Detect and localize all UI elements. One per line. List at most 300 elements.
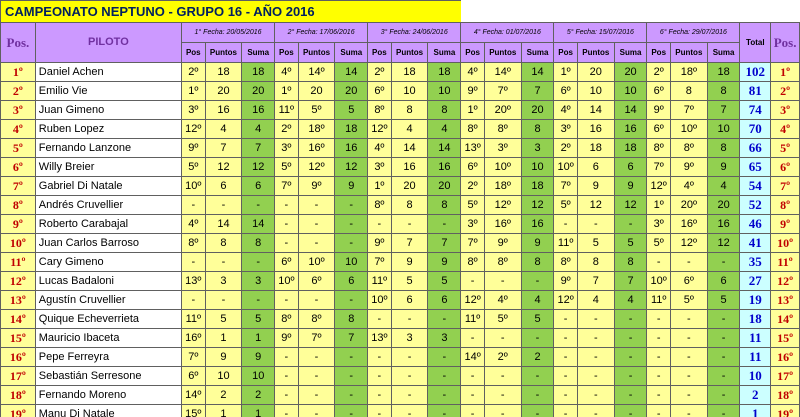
fecha-1-suma-cell[interactable]: 1 bbox=[242, 405, 275, 417]
fecha-5-suma-cell[interactable]: - bbox=[614, 405, 647, 417]
fecha-4-pos-cell[interactable]: 8º bbox=[461, 253, 485, 272]
fecha-4-pos-cell[interactable]: 12º bbox=[461, 291, 485, 310]
fecha-2-suma-cell[interactable]: 16 bbox=[335, 139, 368, 158]
fecha-2-pos-cell[interactable]: 8º bbox=[275, 310, 299, 329]
fecha-3-pos-cell[interactable]: 9º bbox=[368, 234, 392, 253]
total-cell[interactable]: 35 bbox=[740, 253, 771, 272]
fecha-5-puntos-cell[interactable]: 9 bbox=[577, 177, 614, 196]
fecha-3-suma-cell[interactable]: - bbox=[428, 310, 461, 329]
position-cell[interactable]: 11º bbox=[1, 253, 36, 272]
position-right-cell[interactable]: 9º bbox=[771, 215, 800, 234]
fecha-5-suma-cell[interactable]: 8 bbox=[614, 253, 647, 272]
fecha-6-pos-cell[interactable]: 10º bbox=[647, 272, 671, 291]
fecha-6-puntos-cell[interactable]: - bbox=[670, 329, 707, 348]
fecha-4-suma-cell[interactable]: - bbox=[521, 367, 554, 386]
fecha-2-pos-cell[interactable]: 4º bbox=[275, 63, 299, 82]
fecha-5-puntos-cell[interactable]: 10 bbox=[577, 82, 614, 101]
total-cell[interactable]: 65 bbox=[740, 158, 771, 177]
total-cell[interactable]: 10 bbox=[740, 367, 771, 386]
position-cell[interactable]: 12º bbox=[1, 272, 36, 291]
fecha-2-puntos-cell[interactable]: - bbox=[298, 196, 335, 215]
fecha-3-suma-cell[interactable]: 3 bbox=[428, 329, 461, 348]
fecha-3-pos-cell[interactable]: 6º bbox=[368, 82, 392, 101]
pilot-name-cell[interactable]: Agustín Cruvellier bbox=[35, 291, 181, 310]
fecha-2-pos-cell[interactable]: 1º bbox=[275, 82, 299, 101]
fecha-1-puntos-cell[interactable]: 7 bbox=[205, 139, 242, 158]
fecha-1-puntos-cell[interactable]: 9 bbox=[205, 348, 242, 367]
fecha-5-puntos-cell[interactable]: 5 bbox=[577, 234, 614, 253]
pilot-name-cell[interactable]: Willy Breier bbox=[35, 158, 181, 177]
fecha-2-pos-cell[interactable]: 5º bbox=[275, 158, 299, 177]
fecha-5-pos-cell[interactable]: 6º bbox=[554, 82, 578, 101]
fecha-1-puntos-cell[interactable]: - bbox=[205, 291, 242, 310]
fecha-6-puntos-cell[interactable]: 16º bbox=[670, 215, 707, 234]
fecha-2-pos-cell[interactable]: - bbox=[275, 234, 299, 253]
fecha-3-suma-cell[interactable]: - bbox=[428, 386, 461, 405]
fecha-4-puntos-cell[interactable]: 10º bbox=[484, 158, 521, 177]
fecha-1-pos-cell[interactable]: 7º bbox=[182, 348, 206, 367]
fecha-5-pos-cell[interactable]: 5º bbox=[554, 196, 578, 215]
fecha-2-suma-cell[interactable]: - bbox=[335, 348, 368, 367]
header-fecha-2[interactable]: 2° Fecha: 17/06/2016 bbox=[275, 23, 368, 43]
fecha-4-pos-cell[interactable]: 14º bbox=[461, 348, 485, 367]
fecha-2-suma-cell[interactable]: 8 bbox=[335, 310, 368, 329]
fecha-6-suma-cell[interactable]: 12 bbox=[707, 234, 740, 253]
pilot-name-cell[interactable]: Roberto Carabajal bbox=[35, 215, 181, 234]
fecha-1-pos-cell[interactable]: 8º bbox=[182, 234, 206, 253]
fecha-1-pos-cell[interactable]: 2º bbox=[182, 63, 206, 82]
fecha-4-pos-cell[interactable]: 9º bbox=[461, 82, 485, 101]
fecha-1-puntos-cell[interactable]: - bbox=[205, 253, 242, 272]
fecha-5-puntos-cell[interactable]: - bbox=[577, 329, 614, 348]
pilot-name-cell[interactable]: Quique Echeverrieta bbox=[35, 310, 181, 329]
fecha-2-pos-cell[interactable]: - bbox=[275, 386, 299, 405]
fecha-4-pos-cell[interactable]: - bbox=[461, 386, 485, 405]
fecha-3-pos-cell[interactable]: 13º bbox=[368, 329, 392, 348]
fecha-4-suma-cell[interactable]: - bbox=[521, 329, 554, 348]
fecha-5-suma-cell[interactable]: 18 bbox=[614, 139, 647, 158]
fecha-6-pos-cell[interactable]: - bbox=[647, 405, 671, 417]
fecha-2-puntos-cell[interactable]: - bbox=[298, 291, 335, 310]
position-right-cell[interactable]: 1º bbox=[771, 63, 800, 82]
fecha-2-suma-cell[interactable]: 12 bbox=[335, 158, 368, 177]
fecha-6-pos-cell[interactable]: 2º bbox=[647, 63, 671, 82]
pilot-name-cell[interactable]: Daniel Achen bbox=[35, 63, 181, 82]
position-cell[interactable]: 18º bbox=[1, 386, 36, 405]
fecha-4-puntos-cell[interactable]: 16º bbox=[484, 215, 521, 234]
fecha-5-pos-cell[interactable]: 1º bbox=[554, 63, 578, 82]
fecha-1-pos-cell[interactable]: 3º bbox=[182, 101, 206, 120]
position-right-cell[interactable]: 18º bbox=[771, 386, 800, 405]
header-pos[interactable]: Pos. bbox=[1, 23, 36, 63]
fecha-6-suma-cell[interactable]: 16 bbox=[707, 215, 740, 234]
fecha-6-suma-cell[interactable]: - bbox=[707, 367, 740, 386]
fecha-4-suma-cell[interactable]: 8 bbox=[521, 253, 554, 272]
fecha-5-suma-cell[interactable]: - bbox=[614, 386, 647, 405]
subheader-pos-2[interactable]: Pos bbox=[275, 43, 299, 63]
fecha-1-suma-cell[interactable]: 18 bbox=[242, 63, 275, 82]
fecha-6-suma-cell[interactable]: - bbox=[707, 253, 740, 272]
fecha-3-puntos-cell[interactable]: 3 bbox=[391, 329, 428, 348]
fecha-3-suma-cell[interactable]: 7 bbox=[428, 234, 461, 253]
fecha-3-pos-cell[interactable]: 8º bbox=[368, 196, 392, 215]
fecha-2-suma-cell[interactable]: - bbox=[335, 367, 368, 386]
total-cell[interactable]: 19 bbox=[740, 291, 771, 310]
fecha-6-suma-cell[interactable]: 8 bbox=[707, 82, 740, 101]
fecha-6-suma-cell[interactable]: 5 bbox=[707, 291, 740, 310]
fecha-5-puntos-cell[interactable]: - bbox=[577, 386, 614, 405]
subheader-puntos-6[interactable]: Puntos bbox=[670, 43, 707, 63]
fecha-3-puntos-cell[interactable]: - bbox=[391, 405, 428, 417]
fecha-3-suma-cell[interactable]: - bbox=[428, 348, 461, 367]
fecha-2-suma-cell[interactable]: 9 bbox=[335, 177, 368, 196]
position-cell[interactable]: 10º bbox=[1, 234, 36, 253]
fecha-3-pos-cell[interactable]: 1º bbox=[368, 177, 392, 196]
fecha-3-pos-cell[interactable]: - bbox=[368, 348, 392, 367]
fecha-6-puntos-cell[interactable]: - bbox=[670, 405, 707, 417]
fecha-5-pos-cell[interactable]: 10º bbox=[554, 158, 578, 177]
fecha-2-puntos-cell[interactable]: - bbox=[298, 348, 335, 367]
fecha-6-puntos-cell[interactable]: 8º bbox=[670, 139, 707, 158]
fecha-2-pos-cell[interactable]: 10º bbox=[275, 272, 299, 291]
fecha-5-pos-cell[interactable]: - bbox=[554, 348, 578, 367]
fecha-1-pos-cell[interactable]: 14º bbox=[182, 386, 206, 405]
position-cell[interactable]: 16º bbox=[1, 348, 36, 367]
subheader-puntos-3[interactable]: Puntos bbox=[391, 43, 428, 63]
total-cell[interactable]: 81 bbox=[740, 82, 771, 101]
fecha-5-puntos-cell[interactable]: - bbox=[577, 405, 614, 417]
position-right-cell[interactable]: 8º bbox=[771, 196, 800, 215]
fecha-3-puntos-cell[interactable]: - bbox=[391, 367, 428, 386]
fecha-2-puntos-cell[interactable]: 6º bbox=[298, 272, 335, 291]
fecha-5-suma-cell[interactable]: 14 bbox=[614, 101, 647, 120]
fecha-3-pos-cell[interactable]: - bbox=[368, 386, 392, 405]
pilot-name-cell[interactable]: Mauricio Ibaceta bbox=[35, 329, 181, 348]
fecha-3-suma-cell[interactable]: 4 bbox=[428, 120, 461, 139]
fecha-4-suma-cell[interactable]: 18 bbox=[521, 177, 554, 196]
fecha-6-puntos-cell[interactable]: 7º bbox=[670, 101, 707, 120]
fecha-4-puntos-cell[interactable]: - bbox=[484, 367, 521, 386]
fecha-1-puntos-cell[interactable]: 2 bbox=[205, 386, 242, 405]
fecha-3-pos-cell[interactable]: 10º bbox=[368, 291, 392, 310]
fecha-5-suma-cell[interactable]: - bbox=[614, 310, 647, 329]
fecha-4-puntos-cell[interactable]: 8º bbox=[484, 120, 521, 139]
pilot-name-cell[interactable]: Cary Gimeno bbox=[35, 253, 181, 272]
position-cell[interactable]: 1º bbox=[1, 63, 36, 82]
position-right-cell[interactable]: 2º bbox=[771, 82, 800, 101]
fecha-6-suma-cell[interactable]: 8 bbox=[707, 139, 740, 158]
fecha-5-pos-cell[interactable]: 9º bbox=[554, 272, 578, 291]
fecha-4-suma-cell[interactable]: 14 bbox=[521, 63, 554, 82]
fecha-5-puntos-cell[interactable]: - bbox=[577, 215, 614, 234]
fecha-2-suma-cell[interactable]: 20 bbox=[335, 82, 368, 101]
fecha-2-pos-cell[interactable]: - bbox=[275, 196, 299, 215]
fecha-2-pos-cell[interactable]: - bbox=[275, 291, 299, 310]
fecha-1-pos-cell[interactable]: 9º bbox=[182, 139, 206, 158]
fecha-1-suma-cell[interactable]: 7 bbox=[242, 139, 275, 158]
fecha-6-puntos-cell[interactable]: - bbox=[670, 386, 707, 405]
fecha-3-suma-cell[interactable]: 10 bbox=[428, 82, 461, 101]
fecha-3-pos-cell[interactable]: 11º bbox=[368, 272, 392, 291]
total-cell[interactable]: 2 bbox=[740, 386, 771, 405]
fecha-5-pos-cell[interactable]: - bbox=[554, 329, 578, 348]
subheader-pos-6[interactable]: Pos bbox=[647, 43, 671, 63]
pilot-name-cell[interactable]: Lucas Badaloni bbox=[35, 272, 181, 291]
fecha-1-puntos-cell[interactable]: 8 bbox=[205, 234, 242, 253]
fecha-3-puntos-cell[interactable]: 14 bbox=[391, 139, 428, 158]
fecha-2-suma-cell[interactable]: 10 bbox=[335, 253, 368, 272]
fecha-5-puntos-cell[interactable]: 4 bbox=[577, 291, 614, 310]
fecha-6-pos-cell[interactable]: - bbox=[647, 253, 671, 272]
fecha-1-puntos-cell[interactable]: 3 bbox=[205, 272, 242, 291]
pilot-name-cell[interactable]: Fernando Lanzone bbox=[35, 139, 181, 158]
fecha-4-suma-cell[interactable]: 8 bbox=[521, 120, 554, 139]
fecha-2-pos-cell[interactable]: - bbox=[275, 215, 299, 234]
position-cell[interactable]: 5º bbox=[1, 139, 36, 158]
fecha-3-pos-cell[interactable]: 8º bbox=[368, 101, 392, 120]
pilot-name-cell[interactable]: Gabriel Di Natale bbox=[35, 177, 181, 196]
fecha-1-pos-cell[interactable]: - bbox=[182, 291, 206, 310]
position-cell[interactable]: 6º bbox=[1, 158, 36, 177]
fecha-3-suma-cell[interactable]: - bbox=[428, 367, 461, 386]
fecha-6-pos-cell[interactable]: - bbox=[647, 310, 671, 329]
position-right-cell[interactable]: 3º bbox=[771, 101, 800, 120]
pilot-name-cell[interactable]: Manu Di Natale bbox=[35, 405, 181, 417]
fecha-6-pos-cell[interactable]: 7º bbox=[647, 158, 671, 177]
fecha-2-puntos-cell[interactable]: 18º bbox=[298, 120, 335, 139]
fecha-1-pos-cell[interactable]: 13º bbox=[182, 272, 206, 291]
fecha-3-puntos-cell[interactable]: 5 bbox=[391, 272, 428, 291]
fecha-6-suma-cell[interactable]: 4 bbox=[707, 177, 740, 196]
fecha-6-puntos-cell[interactable]: 18º bbox=[670, 63, 707, 82]
fecha-5-pos-cell[interactable]: - bbox=[554, 310, 578, 329]
fecha-2-puntos-cell[interactable]: 9º bbox=[298, 177, 335, 196]
fecha-5-suma-cell[interactable]: - bbox=[614, 329, 647, 348]
fecha-2-suma-cell[interactable]: - bbox=[335, 234, 368, 253]
fecha-5-pos-cell[interactable]: 4º bbox=[554, 101, 578, 120]
fecha-3-suma-cell[interactable]: - bbox=[428, 405, 461, 417]
fecha-4-puntos-cell[interactable]: - bbox=[484, 329, 521, 348]
fecha-5-suma-cell[interactable]: 9 bbox=[614, 177, 647, 196]
fecha-5-suma-cell[interactable]: 20 bbox=[614, 63, 647, 82]
fecha-2-pos-cell[interactable]: 2º bbox=[275, 120, 299, 139]
fecha-5-pos-cell[interactable]: - bbox=[554, 367, 578, 386]
fecha-5-puntos-cell[interactable]: 6 bbox=[577, 158, 614, 177]
fecha-6-puntos-cell[interactable]: 6º bbox=[670, 272, 707, 291]
subheader-pos-5[interactable]: Pos bbox=[554, 43, 578, 63]
header-fecha-1[interactable]: 1° Fecha: 20/05/2016 bbox=[182, 23, 275, 43]
fecha-6-suma-cell[interactable]: - bbox=[707, 329, 740, 348]
fecha-6-suma-cell[interactable]: 18 bbox=[707, 63, 740, 82]
header-pos-right[interactable]: Pos. bbox=[771, 23, 800, 63]
fecha-4-puntos-cell[interactable]: 18º bbox=[484, 177, 521, 196]
fecha-1-suma-cell[interactable]: 20 bbox=[242, 82, 275, 101]
total-cell[interactable]: 11 bbox=[740, 348, 771, 367]
fecha-5-suma-cell[interactable]: 16 bbox=[614, 120, 647, 139]
fecha-4-suma-cell[interactable]: 12 bbox=[521, 196, 554, 215]
fecha-2-puntos-cell[interactable]: 5º bbox=[298, 101, 335, 120]
fecha-2-puntos-cell[interactable]: - bbox=[298, 215, 335, 234]
fecha-2-puntos-cell[interactable]: 12º bbox=[298, 158, 335, 177]
fecha-4-pos-cell[interactable]: 7º bbox=[461, 234, 485, 253]
pilot-name-cell[interactable]: Pepe Ferreyra bbox=[35, 348, 181, 367]
fecha-2-puntos-cell[interactable]: - bbox=[298, 234, 335, 253]
fecha-1-suma-cell[interactable]: 1 bbox=[242, 329, 275, 348]
fecha-2-pos-cell[interactable]: 3º bbox=[275, 139, 299, 158]
fecha-4-suma-cell[interactable]: 9 bbox=[521, 234, 554, 253]
subheader-suma-5[interactable]: Suma bbox=[614, 43, 647, 63]
fecha-2-pos-cell[interactable]: - bbox=[275, 405, 299, 417]
subheader-pos-4[interactable]: Pos bbox=[461, 43, 485, 63]
total-cell[interactable]: 41 bbox=[740, 234, 771, 253]
fecha-6-puntos-cell[interactable]: 8 bbox=[670, 82, 707, 101]
fecha-5-suma-cell[interactable]: 6 bbox=[614, 158, 647, 177]
fecha-6-suma-cell[interactable]: 10 bbox=[707, 120, 740, 139]
fecha-4-puntos-cell[interactable]: 9º bbox=[484, 234, 521, 253]
fecha-1-suma-cell[interactable]: 3 bbox=[242, 272, 275, 291]
subheader-puntos-4[interactable]: Puntos bbox=[484, 43, 521, 63]
fecha-6-suma-cell[interactable]: 20 bbox=[707, 196, 740, 215]
fecha-1-suma-cell[interactable]: 6 bbox=[242, 177, 275, 196]
pilot-name-cell[interactable]: Ruben Lopez bbox=[35, 120, 181, 139]
fecha-4-pos-cell[interactable]: 4º bbox=[461, 63, 485, 82]
fecha-3-suma-cell[interactable]: 6 bbox=[428, 291, 461, 310]
fecha-3-suma-cell[interactable]: 18 bbox=[428, 63, 461, 82]
fecha-3-suma-cell[interactable]: 20 bbox=[428, 177, 461, 196]
fecha-5-suma-cell[interactable]: 12 bbox=[614, 196, 647, 215]
fecha-2-suma-cell[interactable]: 7 bbox=[335, 329, 368, 348]
fecha-6-suma-cell[interactable]: - bbox=[707, 348, 740, 367]
fecha-5-pos-cell[interactable]: - bbox=[554, 386, 578, 405]
fecha-5-pos-cell[interactable]: 2º bbox=[554, 139, 578, 158]
fecha-1-puntos-cell[interactable]: 5 bbox=[205, 310, 242, 329]
fecha-4-puntos-cell[interactable]: - bbox=[484, 405, 521, 417]
fecha-3-puntos-cell[interactable]: 18 bbox=[391, 63, 428, 82]
position-right-cell[interactable]: 6º bbox=[771, 158, 800, 177]
fecha-6-pos-cell[interactable]: 9º bbox=[647, 101, 671, 120]
fecha-6-suma-cell[interactable]: 9 bbox=[707, 158, 740, 177]
fecha-1-pos-cell[interactable]: - bbox=[182, 253, 206, 272]
fecha-1-puntos-cell[interactable]: 16 bbox=[205, 101, 242, 120]
fecha-1-pos-cell[interactable]: 5º bbox=[182, 158, 206, 177]
fecha-1-suma-cell[interactable]: 14 bbox=[242, 215, 275, 234]
position-cell[interactable]: 3º bbox=[1, 101, 36, 120]
fecha-4-suma-cell[interactable]: 16 bbox=[521, 215, 554, 234]
subheader-suma-2[interactable]: Suma bbox=[335, 43, 368, 63]
position-cell[interactable]: 4º bbox=[1, 120, 36, 139]
fecha-6-puntos-cell[interactable]: - bbox=[670, 348, 707, 367]
fecha-2-puntos-cell[interactable]: - bbox=[298, 405, 335, 417]
fecha-1-suma-cell[interactable]: 10 bbox=[242, 367, 275, 386]
fecha-5-puntos-cell[interactable]: - bbox=[577, 348, 614, 367]
fecha-3-suma-cell[interactable]: 8 bbox=[428, 101, 461, 120]
subheader-suma-6[interactable]: Suma bbox=[707, 43, 740, 63]
fecha-6-puntos-cell[interactable]: 5º bbox=[670, 291, 707, 310]
fecha-3-pos-cell[interactable]: - bbox=[368, 310, 392, 329]
total-cell[interactable]: 18 bbox=[740, 310, 771, 329]
fecha-1-suma-cell[interactable]: - bbox=[242, 196, 275, 215]
fecha-3-puntos-cell[interactable]: 4 bbox=[391, 120, 428, 139]
fecha-5-suma-cell[interactable]: 5 bbox=[614, 234, 647, 253]
fecha-4-pos-cell[interactable]: - bbox=[461, 367, 485, 386]
pilot-name-cell[interactable]: Juan Gimeno bbox=[35, 101, 181, 120]
fecha-4-suma-cell[interactable]: 7 bbox=[521, 82, 554, 101]
fecha-3-pos-cell[interactable]: 3º bbox=[368, 158, 392, 177]
fecha-4-puntos-cell[interactable]: 20º bbox=[484, 101, 521, 120]
position-right-cell[interactable]: 19º bbox=[771, 405, 800, 417]
fecha-4-pos-cell[interactable]: - bbox=[461, 329, 485, 348]
fecha-1-suma-cell[interactable]: - bbox=[242, 291, 275, 310]
position-right-cell[interactable]: 16º bbox=[771, 348, 800, 367]
fecha-1-puntos-cell[interactable]: 12 bbox=[205, 158, 242, 177]
fecha-4-puntos-cell[interactable]: 2º bbox=[484, 348, 521, 367]
position-right-cell[interactable]: 4º bbox=[771, 120, 800, 139]
position-right-cell[interactable]: 11º bbox=[771, 253, 800, 272]
fecha-1-suma-cell[interactable]: 12 bbox=[242, 158, 275, 177]
fecha-6-puntos-cell[interactable]: 4º bbox=[670, 177, 707, 196]
fecha-6-puntos-cell[interactable]: 9º bbox=[670, 158, 707, 177]
fecha-4-puntos-cell[interactable]: 12º bbox=[484, 196, 521, 215]
fecha-3-puntos-cell[interactable]: 10 bbox=[391, 82, 428, 101]
fecha-5-puntos-cell[interactable]: 7 bbox=[577, 272, 614, 291]
total-cell[interactable]: 74 bbox=[740, 101, 771, 120]
header-fecha-5[interactable]: 5° Fecha: 15/07/2016 bbox=[554, 23, 647, 43]
subheader-puntos-1[interactable]: Puntos bbox=[205, 43, 242, 63]
fecha-6-suma-cell[interactable]: - bbox=[707, 310, 740, 329]
fecha-6-puntos-cell[interactable]: 20º bbox=[670, 196, 707, 215]
total-cell[interactable]: 66 bbox=[740, 139, 771, 158]
fecha-6-puntos-cell[interactable]: - bbox=[670, 310, 707, 329]
fecha-4-puntos-cell[interactable]: 8º bbox=[484, 253, 521, 272]
fecha-2-suma-cell[interactable]: 14 bbox=[335, 63, 368, 82]
fecha-6-pos-cell[interactable]: - bbox=[647, 367, 671, 386]
subheader-suma-3[interactable]: Suma bbox=[428, 43, 461, 63]
fecha-4-puntos-cell[interactable]: 7º bbox=[484, 82, 521, 101]
fecha-4-suma-cell[interactable]: 4 bbox=[521, 291, 554, 310]
fecha-5-pos-cell[interactable]: 12º bbox=[554, 291, 578, 310]
header-total[interactable]: Total bbox=[740, 23, 771, 63]
fecha-6-suma-cell[interactable]: - bbox=[707, 405, 740, 417]
fecha-1-pos-cell[interactable]: 1º bbox=[182, 82, 206, 101]
fecha-1-suma-cell[interactable]: 8 bbox=[242, 234, 275, 253]
fecha-5-puntos-cell[interactable]: 12 bbox=[577, 196, 614, 215]
fecha-5-pos-cell[interactable]: 3º bbox=[554, 120, 578, 139]
total-cell[interactable]: 11 bbox=[740, 329, 771, 348]
position-right-cell[interactable]: 10º bbox=[771, 234, 800, 253]
fecha-4-puntos-cell[interactable]: 3º bbox=[484, 139, 521, 158]
fecha-6-pos-cell[interactable]: 6º bbox=[647, 120, 671, 139]
fecha-5-suma-cell[interactable]: 10 bbox=[614, 82, 647, 101]
fecha-1-pos-cell[interactable]: 16º bbox=[182, 329, 206, 348]
fecha-5-suma-cell[interactable]: - bbox=[614, 348, 647, 367]
position-right-cell[interactable]: 17º bbox=[771, 367, 800, 386]
subheader-pos-3[interactable]: Pos bbox=[368, 43, 392, 63]
fecha-1-puntos-cell[interactable]: 6 bbox=[205, 177, 242, 196]
fecha-1-puntos-cell[interactable]: 1 bbox=[205, 329, 242, 348]
fecha-5-suma-cell[interactable]: - bbox=[614, 215, 647, 234]
subheader-suma-4[interactable]: Suma bbox=[521, 43, 554, 63]
position-right-cell[interactable]: 5º bbox=[771, 139, 800, 158]
fecha-6-pos-cell[interactable]: 12º bbox=[647, 177, 671, 196]
fecha-3-pos-cell[interactable]: - bbox=[368, 215, 392, 234]
fecha-1-suma-cell[interactable]: 16 bbox=[242, 101, 275, 120]
fecha-4-pos-cell[interactable]: 2º bbox=[461, 177, 485, 196]
fecha-2-puntos-cell[interactable]: 10º bbox=[298, 253, 335, 272]
fecha-4-puntos-cell[interactable]: - bbox=[484, 386, 521, 405]
fecha-2-puntos-cell[interactable]: - bbox=[298, 386, 335, 405]
fecha-3-pos-cell[interactable]: 7º bbox=[368, 253, 392, 272]
fecha-4-pos-cell[interactable]: - bbox=[461, 405, 485, 417]
